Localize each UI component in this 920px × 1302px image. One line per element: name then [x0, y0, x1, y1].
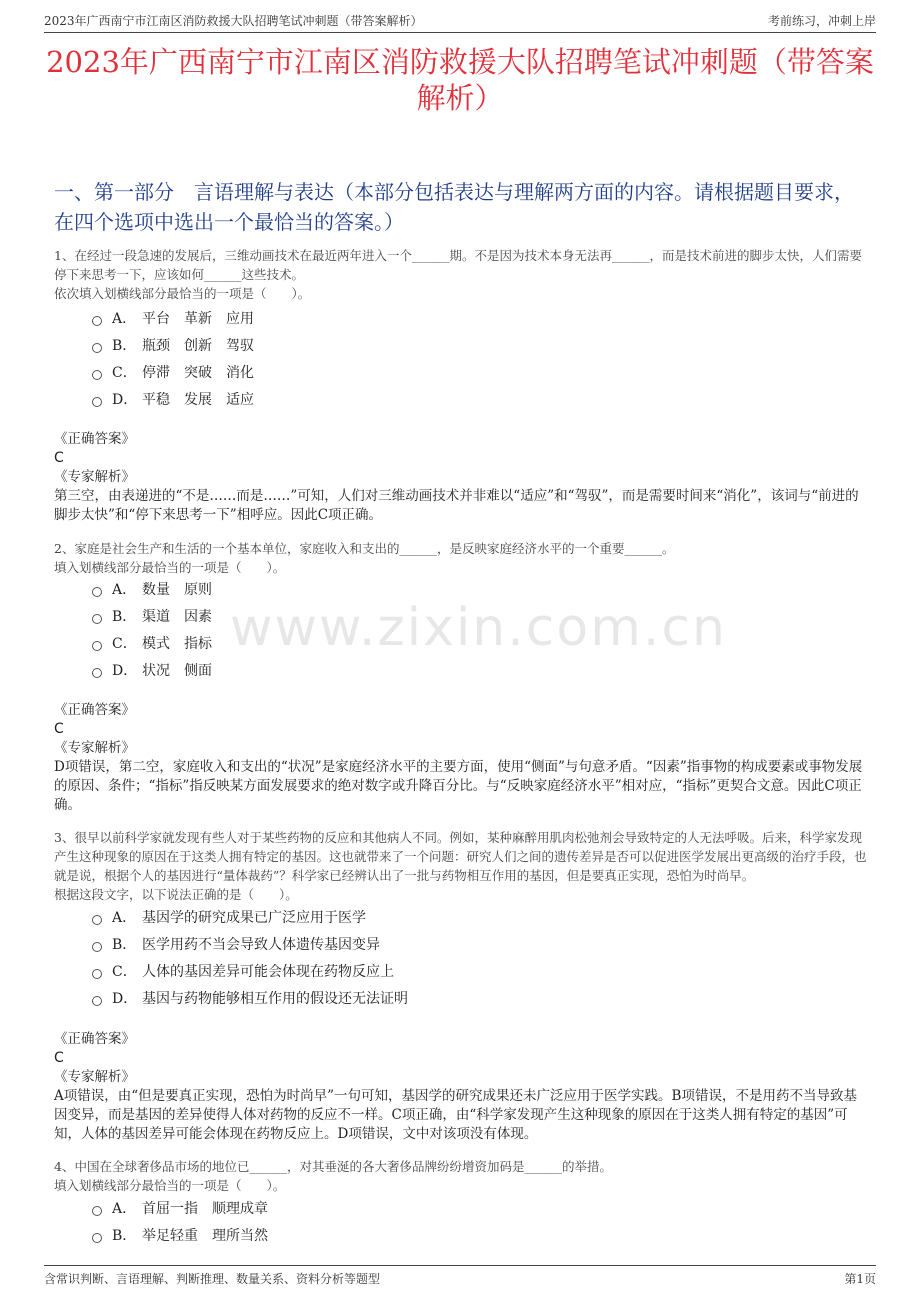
radio-icon[interactable] [92, 370, 102, 380]
question-4 [54, 1157, 870, 1195]
question-2-answer [54, 701, 870, 815]
option-d[interactable]: D． 基因与药物能够相互作用的假设还无法证明 [92, 984, 860, 1011]
option-a[interactable]: A． 基因学的研究成果已广泛应用于医学 [92, 903, 860, 930]
option-d[interactable]: D． 状况 侧面 [92, 656, 860, 683]
question-4-options [92, 1194, 860, 1248]
analysis-label: 《专家解析》 [54, 469, 135, 485]
question-2-options [92, 575, 860, 683]
radio-icon[interactable] [92, 996, 102, 1006]
option-c[interactable]: C． 人体的基因差异可能会体现在药物反应上 [92, 957, 860, 984]
analysis-label: 《专家解析》 [54, 1069, 135, 1085]
analysis-label: 《专家解析》 [54, 740, 135, 756]
page-header [44, 12, 876, 33]
answer-value: C [54, 1050, 64, 1066]
question-2 [54, 539, 870, 577]
watermark: www.zixin.com.cn [230, 598, 727, 658]
answer-label: 《正确答案》 [54, 431, 135, 447]
radio-icon[interactable] [92, 942, 102, 952]
question-prompt: 填入划横线部分最恰当的一项是（ ）。 [54, 560, 286, 575]
option-a[interactable]: A． 数量 原则 [92, 575, 860, 602]
footer-note: 含常识判断、言语理解、判断推理、数量关系、资料分析等题型 [44, 1272, 381, 1286]
radio-icon[interactable] [92, 969, 102, 979]
radio-icon[interactable] [92, 1233, 102, 1243]
option-d[interactable]: D． 平稳 发展 适应 [92, 385, 860, 412]
question-1 [54, 246, 870, 303]
page-footer [44, 1265, 876, 1290]
radio-icon[interactable] [92, 316, 102, 326]
header-slogan: 考前练习，冲刺上岸 [767, 14, 876, 28]
question-stem: 3、很早以前科学家就发现有些人对于某些药物的反应和其他病人不同。例如，某种麻醉用肌肉松弛剂会导致特定的人无法呼吸。后来，科学家发现产生这种现象的原因在于这类人拥有特定的基因。这也就带来了一个问题：研究人们之间的遗传差异是否可以促进医学发展出更高级的治疗手段，也就是说，根据个人的基因进行“量体裁药”？科学家已经辨认出了一批与药物相互作用的基因，但是要真正实现，恐怕为时尚早。 [54, 830, 867, 883]
question-1-options [92, 304, 860, 412]
question-1-answer [54, 430, 870, 525]
question-3-options [92, 903, 860, 1011]
radio-icon[interactable] [92, 587, 102, 597]
radio-icon[interactable] [92, 397, 102, 407]
option-c[interactable]: C． 模式 指标 [92, 629, 860, 656]
answer-value: C [54, 721, 64, 737]
answer-label: 《正确答案》 [54, 1031, 135, 1047]
answer-value: C [54, 450, 64, 466]
question-stem: 2、家庭是社会生产和生活的一个基本单位，家庭收入和支出的______，是反映家庭经济水平的一个重要______。 [54, 541, 675, 556]
option-b[interactable]: B． 举足轻重 理所当然 [92, 1221, 860, 1248]
radio-icon[interactable] [92, 668, 102, 678]
option-a[interactable]: A． 平台 革新 应用 [92, 304, 860, 331]
radio-icon[interactable] [92, 614, 102, 624]
radio-icon[interactable] [92, 641, 102, 651]
question-stem: 1、在经过一段急速的发展后，三维动画技术在最近两年进入一个______期。不是因为技术本身无法再______，而是技术前进的脚步太快，人们需要停下来思考一下，应该如何______这些技术。 [54, 248, 862, 282]
analysis-text: A项错误，由“但是要真正实现，恐怕为时尚早”一句可知，基因学的研究成果还未广泛应用于医学实践。B项错误，不是用药不当导致基因变异，而是基因的差异使得人体对药物的反应不一样。C项正确，由“科学家发现产生这种现象的原因在于这类人拥有特定的基因”可知，人体的基因差异可能会体现在药物反应上。D项错误，文中对该项没有体现。 [54, 1088, 857, 1142]
document-title: 2023年广西南宁市江南区消防救援大队招聘笔试冲刺题（带答案解析） [46, 45, 874, 115]
section-heading: 一、第一部分 言语理解与表达（本部分包括表达与理解两方面的内容。请根据题目要求，在四个选项中选出一个最恰当的答案。） [54, 180, 854, 234]
option-b[interactable]: B． 医学用药不当会导致人体遗传基因变异 [92, 930, 860, 957]
answer-label: 《正确答案》 [54, 702, 135, 718]
header-doc-title: 2023年广西南宁市江南区消防救援大队招聘笔试冲刺题（带答案解析） [44, 14, 423, 28]
question-prompt: 根据这段文字，以下说法正确的是（ ）。 [54, 887, 298, 902]
option-b[interactable]: B． 渠道 因素 [92, 602, 860, 629]
analysis-text: D项错误，第二空，家庭收入和支出的“状况”是家庭经济水平的主要方面，使用“侧面”与句意矛盾。“因素”指事物的构成要素或事物发展的原因、条件；“指标”指反映某方面发展要求的绝对数字或升降百分比。与“反映家庭经济水平”相对应，“指标”更契合文意。因此C项正确。 [54, 759, 863, 813]
question-stem: 4、中国在全球奢侈品市场的地位已______，对其垂涎的各大奢侈品牌纷纷增资加码是______的举措。 [54, 1159, 612, 1174]
page-number: 第1页 [844, 1272, 876, 1286]
question-prompt: 依次填入划横线部分最恰当的一项是（ ）。 [54, 286, 311, 301]
radio-icon[interactable] [92, 915, 102, 925]
question-3 [54, 828, 870, 904]
radio-icon[interactable] [92, 1206, 102, 1216]
question-3-answer [54, 1030, 870, 1144]
radio-icon[interactable] [92, 343, 102, 353]
analysis-text: 第三空，由表递进的“不是……而是……”可知，人们对三维动画技术并非难以“适应”和“驾驭”，而是需要时间来“消化”，该词与“前进的脚步太快”和“停下来思考一下”相呼应。因此C项正确。 [54, 488, 859, 523]
option-b[interactable]: B． 瓶颈 创新 驾驭 [92, 331, 860, 358]
option-c[interactable]: C． 停滞 突破 消化 [92, 358, 860, 385]
question-prompt: 填入划横线部分最恰当的一项是（ ）。 [54, 1178, 286, 1193]
option-a[interactable]: A． 首屈一指 顺理成章 [92, 1194, 860, 1221]
